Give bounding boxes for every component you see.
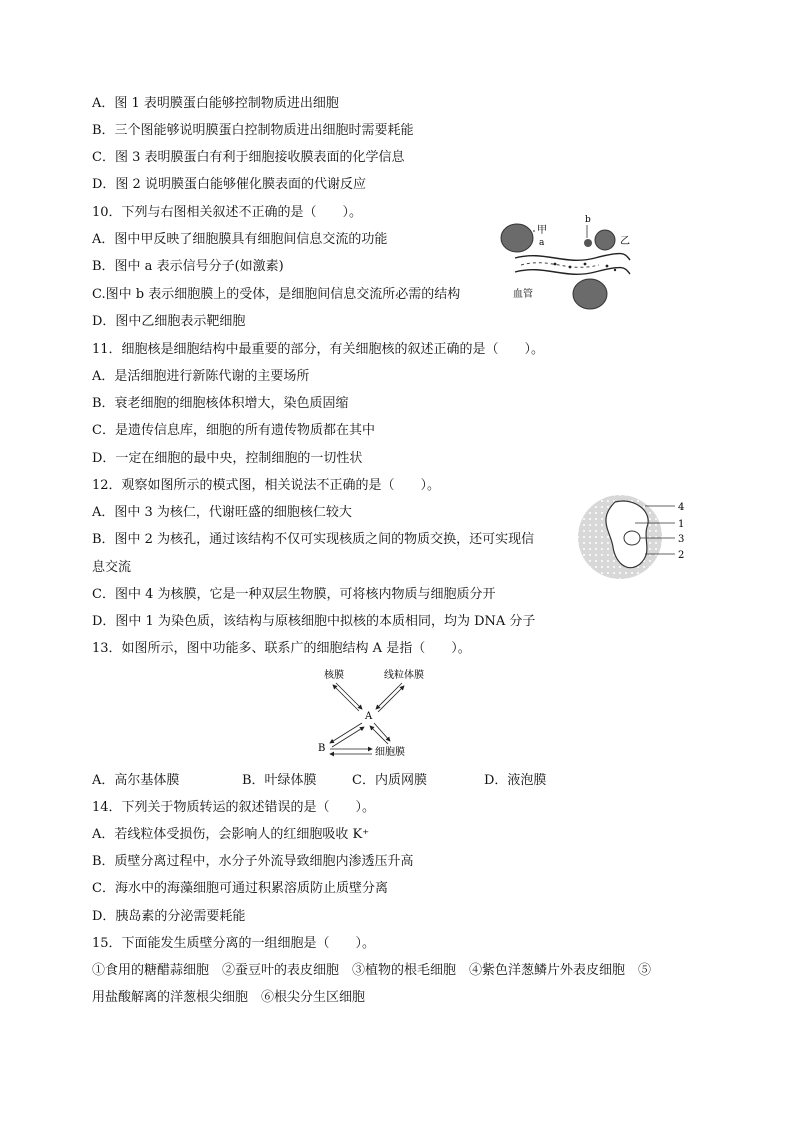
q15-choices-line1: ①食用的糖醋蒜细胞 ②蚕豆叶的表皮细胞 ③植物的根毛细胞 ④紫色洋葱鳞片外表皮细胞 ⑤	[92, 963, 652, 978]
q14-stem: 14．下列关于物质转运的叙述错误的是（ ）。	[92, 800, 376, 815]
label-4: 4	[678, 502, 685, 513]
label-b: b	[585, 215, 591, 225]
label-B: B	[318, 743, 326, 754]
q11-option-d: D．一定在细胞的最中央，控制细胞的一切性状	[92, 451, 363, 466]
label-3: 3	[678, 534, 685, 545]
q11-option-c: C．是遗传信息库，细胞的所有遗传物质都在其中	[92, 423, 375, 438]
q9-option-a: A．图 1 表明膜蛋白能够控制物质进出细胞	[92, 96, 339, 111]
signal-molecules	[554, 263, 617, 272]
q12-option-a: A．图中 3 为核仁，代谢旺盛的细胞核仁较大	[92, 505, 352, 520]
label-mito-membrane: 线粒体膜	[384, 670, 424, 681]
q12-option-b: B．图中 2 为核孔，通过该结构不仅可实现核质之间的物质交换，还可实现信	[92, 532, 535, 547]
cell-jia	[501, 224, 533, 252]
q11-stem: 11．细胞核是细胞结构中最重要的部分，有关细胞核的叙述正确的是（ ）。	[92, 342, 545, 357]
q12-nucleus-figure	[575, 492, 695, 582]
q10-stem: 10．下列与右图相关叙述不正确的是（ ）。	[92, 205, 363, 220]
nucleolus	[624, 531, 640, 545]
q14-option-d: D．胰岛素的分泌需要耗能	[92, 909, 246, 924]
q13-option-d: D．液泡膜	[484, 773, 547, 788]
label-cell-membrane: 细胞膜	[375, 747, 405, 758]
q13-option-a: A．高尔基体膜	[92, 773, 180, 788]
q12-option-d: D．图中 1 为染色质，该结构与原核细胞中拟核的本质相同，均为 DNA 分子	[92, 614, 536, 629]
q10-option-d: D．图中乙细胞表示靶细胞	[92, 314, 246, 329]
q10-signaling-figure	[495, 210, 645, 315]
q9-option-c: C．图 3 表明膜蛋白有利于细胞接收膜表面的化学信息	[92, 150, 405, 165]
label-A: A	[365, 711, 373, 722]
q12-option-c: C．图中 4 为核膜，它是一种双层生物膜，可将核内物质与细胞质分开	[92, 587, 496, 602]
label-a: a	[539, 238, 545, 248]
q14-option-b: B．质壁分离过程中，水分子外流导致细胞内渗透压升高	[92, 854, 414, 869]
vessel-wall-bottom	[515, 268, 630, 275]
q14-option-c: C．海水中的海藻细胞可通过积累溶质防止质壁分离	[92, 881, 388, 896]
cell-bottom	[573, 279, 607, 309]
q15-stem: 15．下面能发生质壁分离的一组细胞是（ ）。	[92, 936, 376, 951]
q13-option-c: C．内质网膜	[352, 773, 427, 788]
label-1: 1	[678, 519, 685, 530]
label-jia: 甲	[537, 225, 547, 236]
q15-choices-line2: 用盐酸解离的洋葱根尖细胞 ⑥根尖分生区细胞	[92, 990, 366, 1005]
label-2: 2	[678, 550, 685, 561]
q10-option-a: A．图中甲反映了细胞膜具有细胞间信息交流的功能	[92, 232, 388, 247]
q11-option-a: A．是活细胞进行新陈代谢的主要场所	[92, 369, 310, 384]
q10-option-c: C.图中 b 表示细胞膜上的受体，是细胞间信息交流所必需的结构	[92, 287, 461, 302]
q10-option-b: B．图中 a 表示信号分子(如激素)	[92, 259, 284, 274]
label-nuclear-membrane: 核膜	[324, 670, 344, 681]
q12-option-b-cont: 息交流	[92, 560, 132, 575]
q12-stem: 12．观察如图所示的模式图，相关说法不正确的是（ ）。	[92, 478, 441, 493]
q13-stem: 13．如图所示，图中功能多、联系广的细胞结构 A 是指（ ）。	[92, 641, 471, 656]
q14-option-a: A．若线粒体受损伤，会影响人的红细胞吸收 K⁺	[92, 827, 370, 842]
receptor-b	[584, 239, 592, 247]
q9-option-d: D．图 2 说明膜蛋白能够催化膜表面的代谢反应	[92, 177, 366, 192]
cell-yi	[595, 230, 615, 250]
vessel-wall-top	[515, 254, 630, 261]
q13-option-b: B．叶绿体膜	[242, 773, 317, 788]
label-vessel: 血管	[513, 289, 533, 300]
label-yi: 乙	[620, 236, 630, 247]
q9-option-b: B．三个图能够说明膜蛋白控制物质进出细胞时需要耗能	[92, 123, 414, 138]
q13-membrane-diagram	[312, 665, 442, 763]
q11-option-b: B．衰老细胞的细胞核体积增大，染色质固缩	[92, 396, 349, 411]
vessel-flow	[521, 263, 599, 268]
